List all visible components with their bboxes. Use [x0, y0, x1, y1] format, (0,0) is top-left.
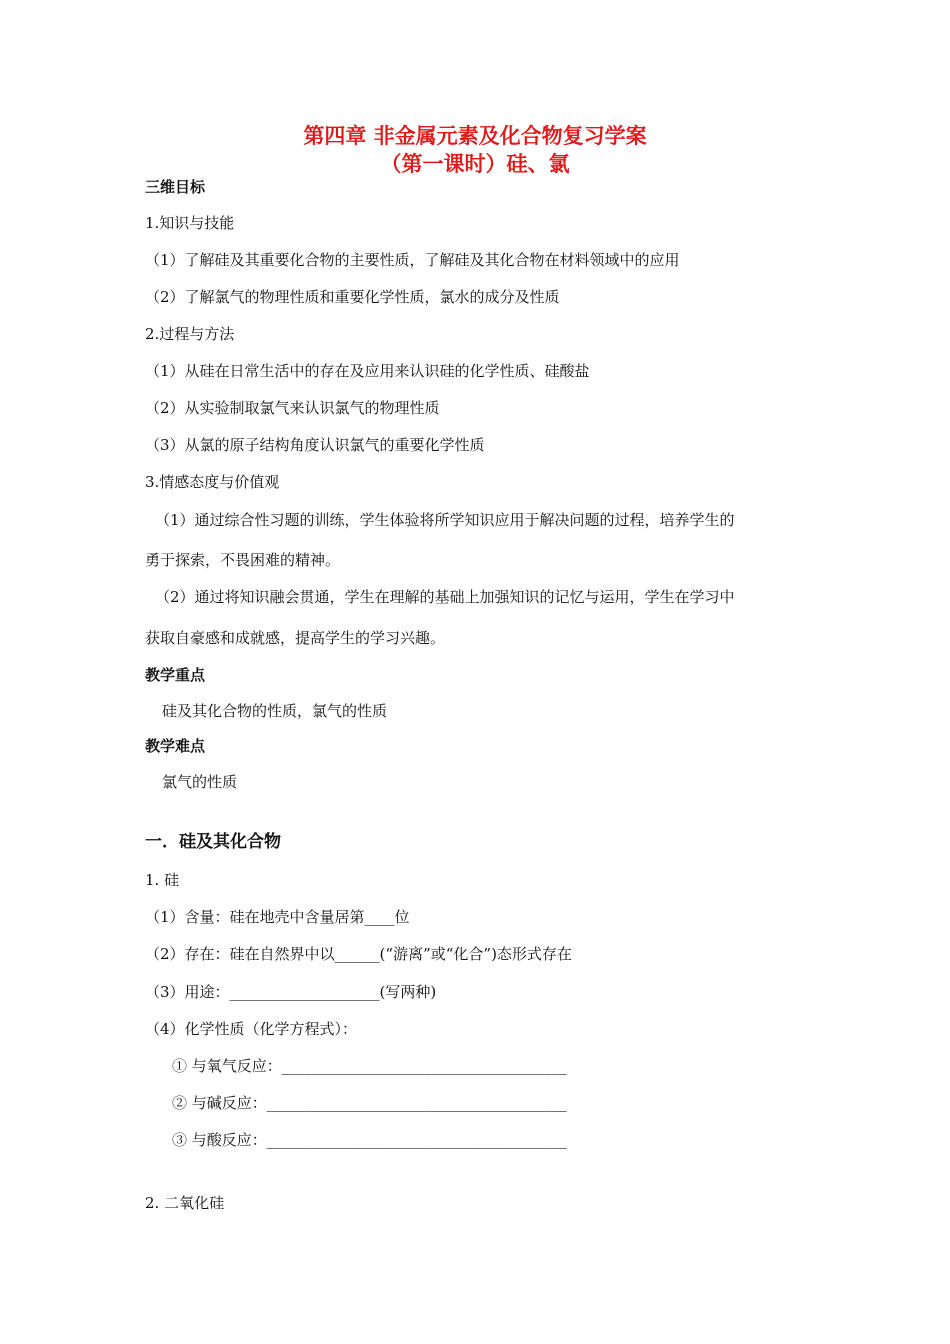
- silicon-heading: 1. 硅: [145, 871, 180, 889]
- section-1-heading: 一．硅及其化合物: [145, 832, 281, 852]
- attitude-item-2-line-1: （2）通过将知识融会贯通，学生在理解的基础上加强知识的记忆与运用，学生在学习中: [155, 588, 735, 606]
- process-item-1: （1）从硅在日常生活中的存在及应用来认识硅的化学性质、硅酸盐: [145, 362, 590, 380]
- key-points-heading: 教学重点: [145, 666, 206, 684]
- key-points-text: 硅及其化合物的性质，氯气的性质: [162, 702, 388, 720]
- knowledge-item-1: （1）了解硅及其重要化合物的主要性质，了解硅及其化合物在材料领域中的应用: [145, 251, 680, 269]
- difficulties-text: 氯气的性质: [162, 773, 238, 791]
- silicon-existence: （2）存在：硅在自然界中以______(“游离”或“化合”)态形式存在: [145, 945, 572, 963]
- knowledge-item-2: （2）了解氯气的物理性质和重要化学性质，氯水的成分及性质: [145, 288, 560, 306]
- reaction-oxygen: ① 与氧气反应：______________________________________: [172, 1057, 567, 1075]
- reaction-base: ② 与碱反应：________________________________________: [172, 1094, 567, 1112]
- process-heading: 2.过程与方法: [145, 325, 235, 343]
- attitude-item-2-line-2: 获取自豪感和成就感，提高学生的学习兴趣。: [145, 629, 446, 647]
- sio2-heading: 2. 二氧化硅: [145, 1194, 225, 1212]
- knowledge-heading: 1.知识与技能: [145, 214, 235, 232]
- document-subtitle: （第一课时）硅、氯: [380, 151, 570, 176]
- attitude-heading: 3.情感态度与价值观: [145, 473, 280, 491]
- objectives-heading: 三维目标: [145, 178, 206, 196]
- process-item-2: （2）从实验制取氯气来认识氯气的物理性质: [145, 399, 440, 417]
- reaction-acid: ③ 与酸反应：________________________________________: [172, 1131, 567, 1149]
- document-title: 第四章 非金属元素及化合物复习学案: [303, 123, 647, 148]
- attitude-item-1-line-2: 勇于探索，不畏困难的精神。: [145, 551, 341, 569]
- difficulties-heading: 教学难点: [145, 737, 206, 755]
- silicon-uses: （3）用途：____________________(写两种): [145, 983, 437, 1001]
- silicon-chem-props: （4）化学性质（化学方程式）：: [145, 1020, 358, 1038]
- attitude-item-1-line-1: （1）通过综合性习题的训练，学生体验将所学知识应用于解决问题的过程，培养学生的: [155, 511, 735, 529]
- process-item-3: （3）从氯的原子结构角度认识氯气的重要化学性质: [145, 436, 485, 454]
- silicon-content: （1）含量：硅在地壳中含量居第____位: [145, 908, 410, 926]
